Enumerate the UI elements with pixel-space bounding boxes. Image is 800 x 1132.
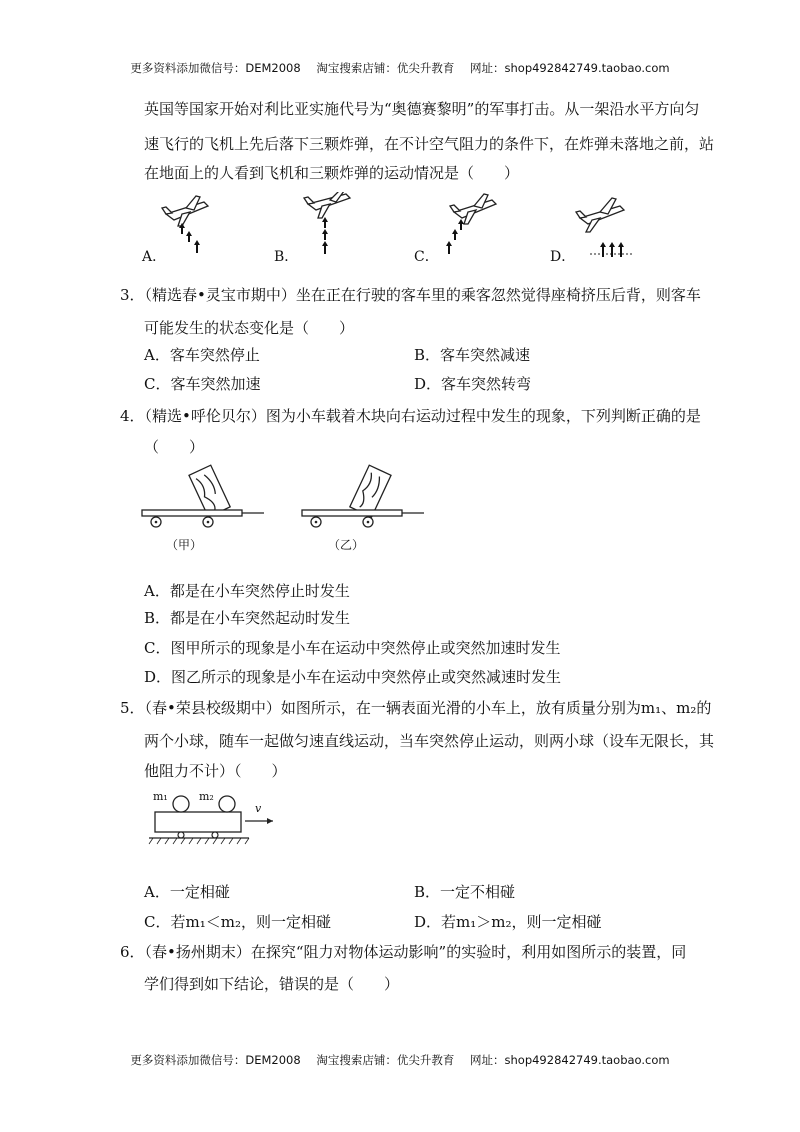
q5-line-3: 他阻力不计）（ ） xyxy=(144,762,287,780)
q3-option-d: D．客车突然转弯 xyxy=(414,375,532,393)
q5-option-d: D．若m₁＞m₂，则一定相碰 xyxy=(414,913,602,931)
header-wechat: 更多资料添加微信号：DEM2008 xyxy=(130,61,301,75)
q5-option-b: B．一定不相碰 xyxy=(414,883,516,901)
q2-option-c-label: C． xyxy=(414,249,439,265)
q4-figure-jia xyxy=(138,462,268,556)
cart-with-block-diagram xyxy=(298,462,428,532)
q4-option-c: C．图甲所示的现象是小车在运动中突然停止或突然加速时发生 xyxy=(144,639,561,657)
header-site: 网址：shop492842749.taobao.com xyxy=(470,61,670,75)
q4-option-a: A．都是在小车突然停止时发生 xyxy=(144,582,350,600)
q2-figure-c xyxy=(414,192,504,264)
q6-line-1: 6．（春•扬州期末）在探究“阻力对物体运动影响”的实验时，利用如图所示的装置，同 xyxy=(120,943,687,961)
q5-velocity-label: v xyxy=(255,802,262,815)
q4-figure-jia-label: （甲） xyxy=(166,538,203,552)
q2-line-1: 英国等国家开始对利比亚实施代号为“奥德赛黎明”的军事打击。从一架沿水平方向匀 xyxy=(144,100,700,118)
q2-line-2: 速飞行的飞机上先后落下三颗炸弹，在不计空气阻力的条件下，在炸弹未落地之前，站 xyxy=(144,135,715,153)
q2-figure-a xyxy=(142,192,232,264)
header-shop: 淘宝搜索店铺：优尖升教育 xyxy=(316,61,455,75)
q5-ball-m1-label: m₁ xyxy=(153,790,168,803)
q4-option-b: B．都是在小车突然起动时发生 xyxy=(144,609,351,627)
q2-option-a-label: A． xyxy=(142,249,167,265)
page-footer xyxy=(0,1052,800,1068)
q5-ball-m2-label: m₂ xyxy=(199,790,214,803)
footer-shop: 淘宝搜索店铺：优尖升教育 xyxy=(316,1053,455,1067)
q2-line-3: 在地面上的人看到飞机和三颗炸弹的运动情况是（ ） xyxy=(144,164,520,182)
footer-wechat: 更多资料添加微信号：DEM2008 xyxy=(130,1053,301,1067)
q5-figure xyxy=(145,788,285,850)
q3-line-1: 3．（精选春•灵宝市期中）坐在正在行驶的客车里的乘客忽然觉得座椅挤压后背，则客车 xyxy=(120,286,701,304)
cart-with-block-diagram xyxy=(138,462,268,532)
footer-site: 网址：shop492842749.taobao.com xyxy=(470,1053,670,1067)
q2-figure-d xyxy=(550,192,650,264)
q4-line-2: （ ） xyxy=(144,438,205,456)
q2-option-b-label: B． xyxy=(274,249,299,265)
q5-line-2: 两个小球，随车一起做匀速直线运动，当车突然停止运动，则两小球（设车无限长，其 xyxy=(144,732,715,750)
q2-figure-b xyxy=(274,192,364,264)
page-header xyxy=(0,60,800,76)
q6-line-2: 学们得到如下结论，错误的是（ ） xyxy=(144,975,400,993)
q3-option-b: B．客车突然减速 xyxy=(414,346,531,364)
q5-line-1: 5．（春•荣县校级期中）如图所示，在一辆表面光滑的小车上，放有质量分别为m₁、m₂的 xyxy=(120,699,712,717)
q3-line-2: 可能发生的状态变化是（ ） xyxy=(144,319,355,337)
q4-line-1: 4．（精选•呼伦贝尔）图为小车载着木块向右运动过程中发生的现象，下列判断正确的是 xyxy=(120,407,701,425)
q3-option-a: A．客车突然停止 xyxy=(144,346,260,364)
q4-figure-yi xyxy=(298,462,428,556)
q5-option-c: C．若m₁＜m₂，则一定相碰 xyxy=(144,913,331,931)
q4-option-d: D．图乙所示的现象是小车在运动中突然停止或突然减速时发生 xyxy=(144,668,562,686)
q2-option-d-label: D． xyxy=(550,249,576,265)
q5-option-a: A．一定相碰 xyxy=(144,883,230,901)
q4-figure-yi-label: （乙） xyxy=(328,538,365,552)
q3-option-c: C．客车突然加速 xyxy=(144,375,261,393)
